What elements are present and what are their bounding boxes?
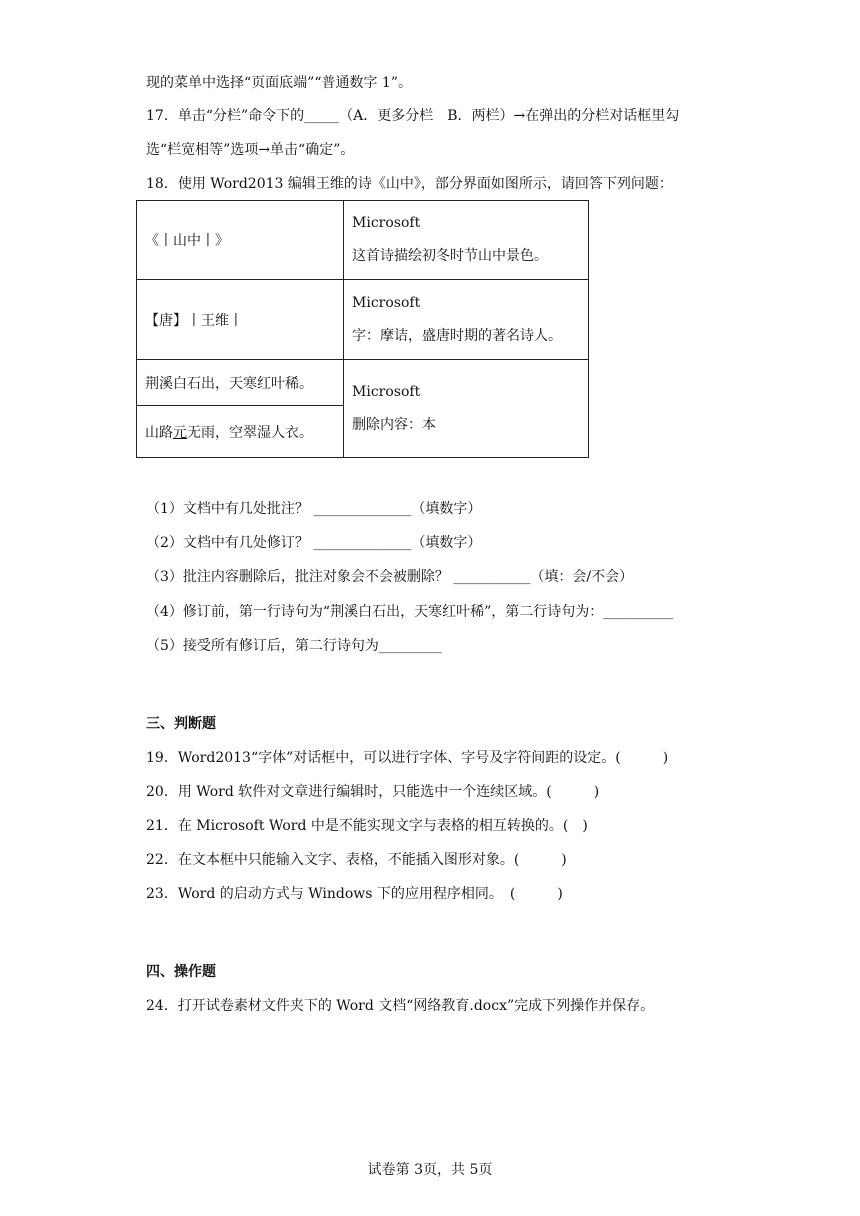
q18-stem: 18．使用 Word2013 编辑王维的诗《山中》，部分界面如图所示，请回答下列问题： <box>146 176 673 192</box>
comment-box-2 <box>344 280 589 360</box>
q16-tail: 现的菜单中选择“页面底端”“普通数字 1”。 <box>146 75 412 91</box>
poem-title: 《丨山中丨》 <box>145 233 229 249</box>
poem-line2-cell <box>137 406 344 458</box>
poem-line1: 荆溪白石出，天寒红叶稀。 <box>145 375 313 392</box>
poem-line2-pre: 山路 <box>145 424 173 441</box>
revision-table <box>136 200 589 458</box>
inserted-text: 元 <box>173 424 187 441</box>
section4-title: 四、操作题 <box>146 964 216 980</box>
q19: 19．Word2013“字体”对话框中，可以进行字体、字号及字符间距的设定。( ) <box>146 750 669 766</box>
q17-line2: 选“栏宽相等”选项→单击“确定”。 <box>146 142 355 158</box>
q17-line1: 17．单击“分栏”命令下的_____（A．更多分栏 B．两栏）→在弹出的分栏对话框里勾 <box>146 108 680 124</box>
q18-sub4: （4）修订前，第一行诗句为“荆溪白石出，天寒红叶稀”，第二行诗句为：__________ <box>146 604 674 620</box>
q22: 22．在文本框中只能输入文字、表格，不能插入图形对象。( ) <box>146 852 567 868</box>
comment-box-1 <box>344 201 589 280</box>
q20: 20．用 Word 软件对文章进行编辑时，只能选中一个连续区域。( ) <box>146 784 600 800</box>
comment-text: 这首诗描绘初冬时节山中景色。 <box>352 248 548 264</box>
q23: 23．Word 的启动方式与 Windows 下的应用程序相同。 ( ) <box>146 886 563 902</box>
q24: 24．打开试卷素材文件夹下的 Word 文档“网络教育.docx”完成下列操作并保存。 <box>146 998 655 1014</box>
comment-box-3 <box>344 360 589 458</box>
poem-title-cell <box>137 201 344 280</box>
q18-sub1: （1）文档中有几处批注？ ______________（填数字） <box>146 501 482 517</box>
comment-author: Microsoft <box>352 215 421 231</box>
poem-line1-cell <box>137 360 344 406</box>
comment-author: Microsoft <box>352 294 421 311</box>
comment-text: 删除内容：本 <box>352 416 436 433</box>
q18-sub3: （3）批注内容删除后，批注对象会不会被删除？ ___________（填：会/不会） <box>146 569 634 585</box>
poem-author: 【唐】丨王维丨 <box>145 312 243 329</box>
q18-sub2: （2）文档中有几处修订？ ______________（填数字） <box>146 535 482 551</box>
comment-author: Microsoft <box>352 383 421 400</box>
section3-title: 三、判断题 <box>146 716 216 732</box>
q18-sub5: （5）接受所有修订后，第二行诗句为_________ <box>146 638 442 654</box>
q21: 21．在 Microsoft Word 中是不能实现文字与表格的相互转换的。( ) <box>146 818 588 834</box>
comment-text: 字：摩诘，盛唐时期的著名诗人。 <box>352 327 562 344</box>
page-footer: 试卷第 3页，共 5页 <box>367 1162 493 1178</box>
poem-line2-post: 无雨，空翠湿人衣。 <box>187 424 313 441</box>
poem-author-cell <box>137 280 344 360</box>
